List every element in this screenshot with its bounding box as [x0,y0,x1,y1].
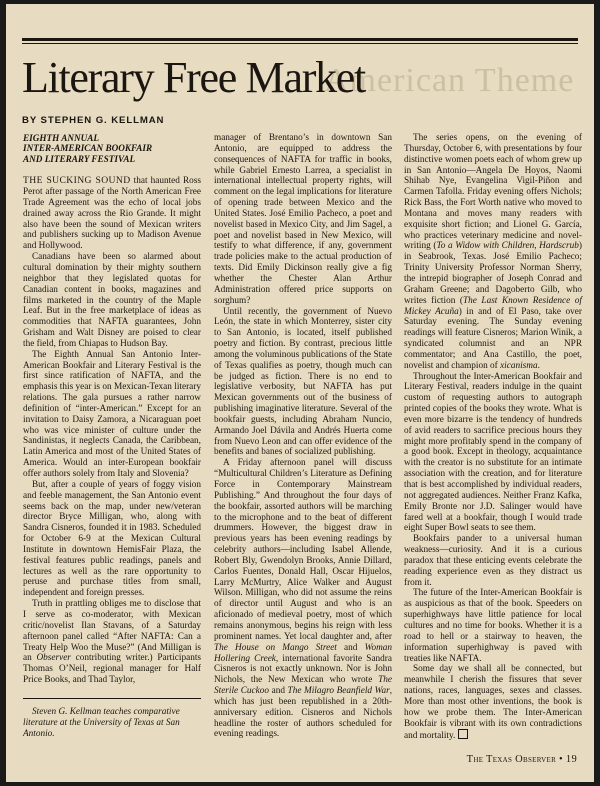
author-bio: Steven G. Kellman teaches comparative literature at the University of Texas at San Antonio. [23,706,180,739]
paragraph: Bookfairs pander to a universal human weakness—curiosity. And it is a curious paradox that these enticing events celebrate the reading experience even as they distract us from it. [404,534,582,588]
paragraph [404,133,582,372]
paragraph-text: contributing writer.) Participants Thomas O’Neil, regional manager for Half Price Books, and Thad Taylor, [23,653,201,686]
magazine-page [6,4,594,782]
publication-name: The Texas Observer [466,754,557,765]
paragraph-text: Some day we shall all be connected, but meanwhile I cherish the fissures that sever nations, races, languages, sexes and classes. More than most other inventions, the book is how we probe them. The Inter-American Bookfair is vibrant with its own contradictions and mortality. [404,664,582,742]
column-3 [404,133,582,742]
italic-title: xicanisma [500,360,538,371]
column-2 [214,133,392,740]
kicker-line-2: INTER-AMERICAN BOOKFAIR [23,143,153,154]
paragraph: The Eighth Annual San Antonio Inter-American Bookfair and Literary Festival is the first since ratification of NAFTA, and the emphasis this year is on Mexican-Texan literary relations. The gala pursues a rather narrow definition of “inter-American.” Except for an invitation to Daisy Zamora, a Nicaraguan poet who was vice minister of culture under the Sandinistas, it neglects Canada, the Caribbean, Latin America and most of the United States of America. Would an inter-European bookfair offer authors solely from Italy and Slovenia? [23,349,201,479]
event-kicker [23,133,201,164]
paragraph [23,176,201,252]
page-number: 19 [565,754,577,765]
italic-title: Woman Hollering Creek [214,642,393,664]
paragraph [23,599,201,686]
paragraph-text: ) in and of El Paso, take over Saturday evening. The Sunday evening readings will feature Cisneros; Marion Winik, a syndicated columnist and an NPR commentator; and Ana Castillo, the poet, novelist and champion of [404,306,582,371]
kicker-line-1: EIGHTH ANNUAL [23,133,99,143]
footer-separator: • [556,754,566,765]
paragraph-text: that haunted Ross Perot after passage of the North American Free Trade Agreement was the echo of local jobs drained away across the Rio Grande. It might also have been the sound of Mexican writers and publishers sucking up to Madison Avenue and Hollywood. [23,176,201,252]
end-of-story-mark [458,729,468,739]
paragraph-text: and [269,686,288,697]
italic-title: To a Widow with Children, Hardscrub [436,241,579,252]
italic-title: The Milagro Beanfield War [287,686,390,697]
paragraph: manager of Brentano’s in downtown San Antonio, are equipped to address the consequences of NAFTA for traffic in books, while Gabriel Ernesto Larrea, a specialist in international intellectual property rights, will comment on the legal implications for literature of opening trade between Mexico and the United States. José Emilio Pacheco, a poet and novelist based in Mexico City, and Jim Sagel, a poet and novelist based in New Mexico, will testify to what difference, if any, government trade policies make to the actual production of texts. Did Emily Dickinson really give a fig whether the Chester Alan Arthur Administration offered price supports on sorghum? [214,133,392,306]
page-footer [467,754,577,765]
italic-title: Observer [36,653,71,664]
paragraph: But, after a couple of years of foggy vision and feeble management, the San Antonio event seems back on the map, under new/veteran director Bryce Milligan, who, along with Sandra Cisneros, founded it in 1983. Scheduled for October 6-9 at the Mexican Cultural Institute in downtown HemisFair Plaza, the festival features public readings, panels and lectures as well as the rare opportunity to peruse and purchase titles from small, independent and foreign presses. [23,479,201,599]
column-1 [23,133,201,739]
paragraph: Canadians have been so alarmed about cultural domination by their mighty southern neighbor that they legislated quotas for Canadian content in books, magazines and films marketed in the country of the Maple Leaf. But in the free marketplace of ideas as commodities that NAFTA guarantees, John Grisham and Walt Disney are poised to clear the field, from Chiapas to Hudson Bay. [23,252,201,349]
bio-divider [23,698,201,699]
paragraph-text: Truth in prattling obliges me to disclose that I serve as co-moderator, with Mexican critic/novelist Ilan Stavans, of a Saturday afternoon panel called “After NAFTA: Can a Treaty Help Woo the Muse?” (And Milligan is an [23,599,201,664]
article-byline: BY STEPHEN G. KELLMAN [22,115,165,126]
show-through-text: American Theme [324,62,575,99]
paragraph [404,664,582,742]
paragraph-text: ) in Seabrook, Texas. José Emilio Pacheco; Trinity University Professor Norman Sherry, the intrepid biographer of Joseph Conrad and Graham Greene; and Dagoberto Gilb, who writes fiction ( [404,241,583,306]
paragraph-text: A Friday afternoon panel will discuss “Multicultural Children’s Literature as Defining Force in Contemporary Mainstream Publishing.” And throughout the four days of the bookfair, assorted authors will be marching to the microphone and to the beat of different drummers. However, the biggest draw in previous years has been evening readings by celebrity authors—including Isabel Allende, Robert Bly, Gwendolyn Brooks, Annie Dillard, Carlos Fuentes, Donald Hall, Oscar Hijuelos, Larry McMurtry, Alice Walker and August Wilson. Milligan, who did not assume the reins of director until August and who is an aficionado of medieval poetry, most of which remains anonymous, begins his reign with less prominent names. Yet local daughter and, after [214,458,392,642]
paragraph: Until recently, the government of Nuevo León, the state in which Monterrey, sister city to San Antonio, is located, itself published poetry and fiction. By contrast, precious little among the voluminous publications of the State of Texas qualifies as poetry, though much can be judged as fiction. There is no end to legislative verbosity, but NAFTA has put Mexican governments out of the business of publishing imaginative literature. Several of the bookfair guests, including Abraham Nuncio, Armando Joel Dávila and Andrés Huerta come from Nuevo Leon and can offer evidence of the benefits and banes of socialized publishing. [214,306,392,458]
italic-title: The Last Known Residence of Mickey Acuña [404,295,582,317]
paragraph-text: . [537,360,540,371]
paragraph: The future of the Inter-American Bookfair is as auspicious as that of the book. Speeders on superhighways have little patience for local cultures and no time for books. Whether it is a road to hell or a stairway to heaven, the information superhighway is paved with treaties like NAFTA. [404,588,582,664]
lead-in-caps: THE SUCKING SOUND [23,175,131,187]
paragraph [214,458,392,740]
paragraph-text: The series opens, on the evening of Thursday, October 6, with presentations by four distinctive women poets each of whom grew up in San Antonio—Angela De Hoyos, Naomi Shihab Nye, Evangelina Vigil-Piñon and Carmen Tafolla. Friday evening offers Nichols; Rick Bass, the Fort Worth native who moved to Montana and moves many readers with exquisite short fiction; and Lionel G. García, who practices veterinary medicine and novel-writing ( [404,133,582,252]
top-rule-thick [22,38,578,41]
italic-title: The Sterile Cuckoo [214,675,392,697]
kicker-line-3: AND LITERARY FESTIVAL [23,153,136,164]
paragraph: Throughout the Inter-American Bookfair and Literary Festival, readers indulge in the quaint custom of requesting authors to autograph printed copies of the books they wrote. What is even more bizarre is the tendency of hundreds of avid readers to sacrifice precious hours they might more profitably spend in the company of a good book. Except in theology, acquaintance with the creator is no substitute for an intimate association with the creation, and for literature that is best accomplished by individual readers, not aggregated audiences. Neither Franz Kafka, Emily Bronte nor J.D. Salinger would have fared well at a bookfair, though I would trade eight Super Bowl seats to see them. [404,371,582,534]
paragraph-text: , international favorite Sandra Cisneros is not exactly unknown. Nor is John Nichols, the New Mexican who wrote [214,653,392,686]
article-title: Literary Free Market [22,53,365,102]
paragraph-text: , which has just been republished in a 20th-anniversary edition. Cisneros and Nichols headline the roster of authors scheduled for evening readings. [214,686,393,740]
paragraph-text: and [336,642,365,653]
italic-title: The House on Mango Street [214,642,337,653]
top-rule-thin [22,43,578,44]
